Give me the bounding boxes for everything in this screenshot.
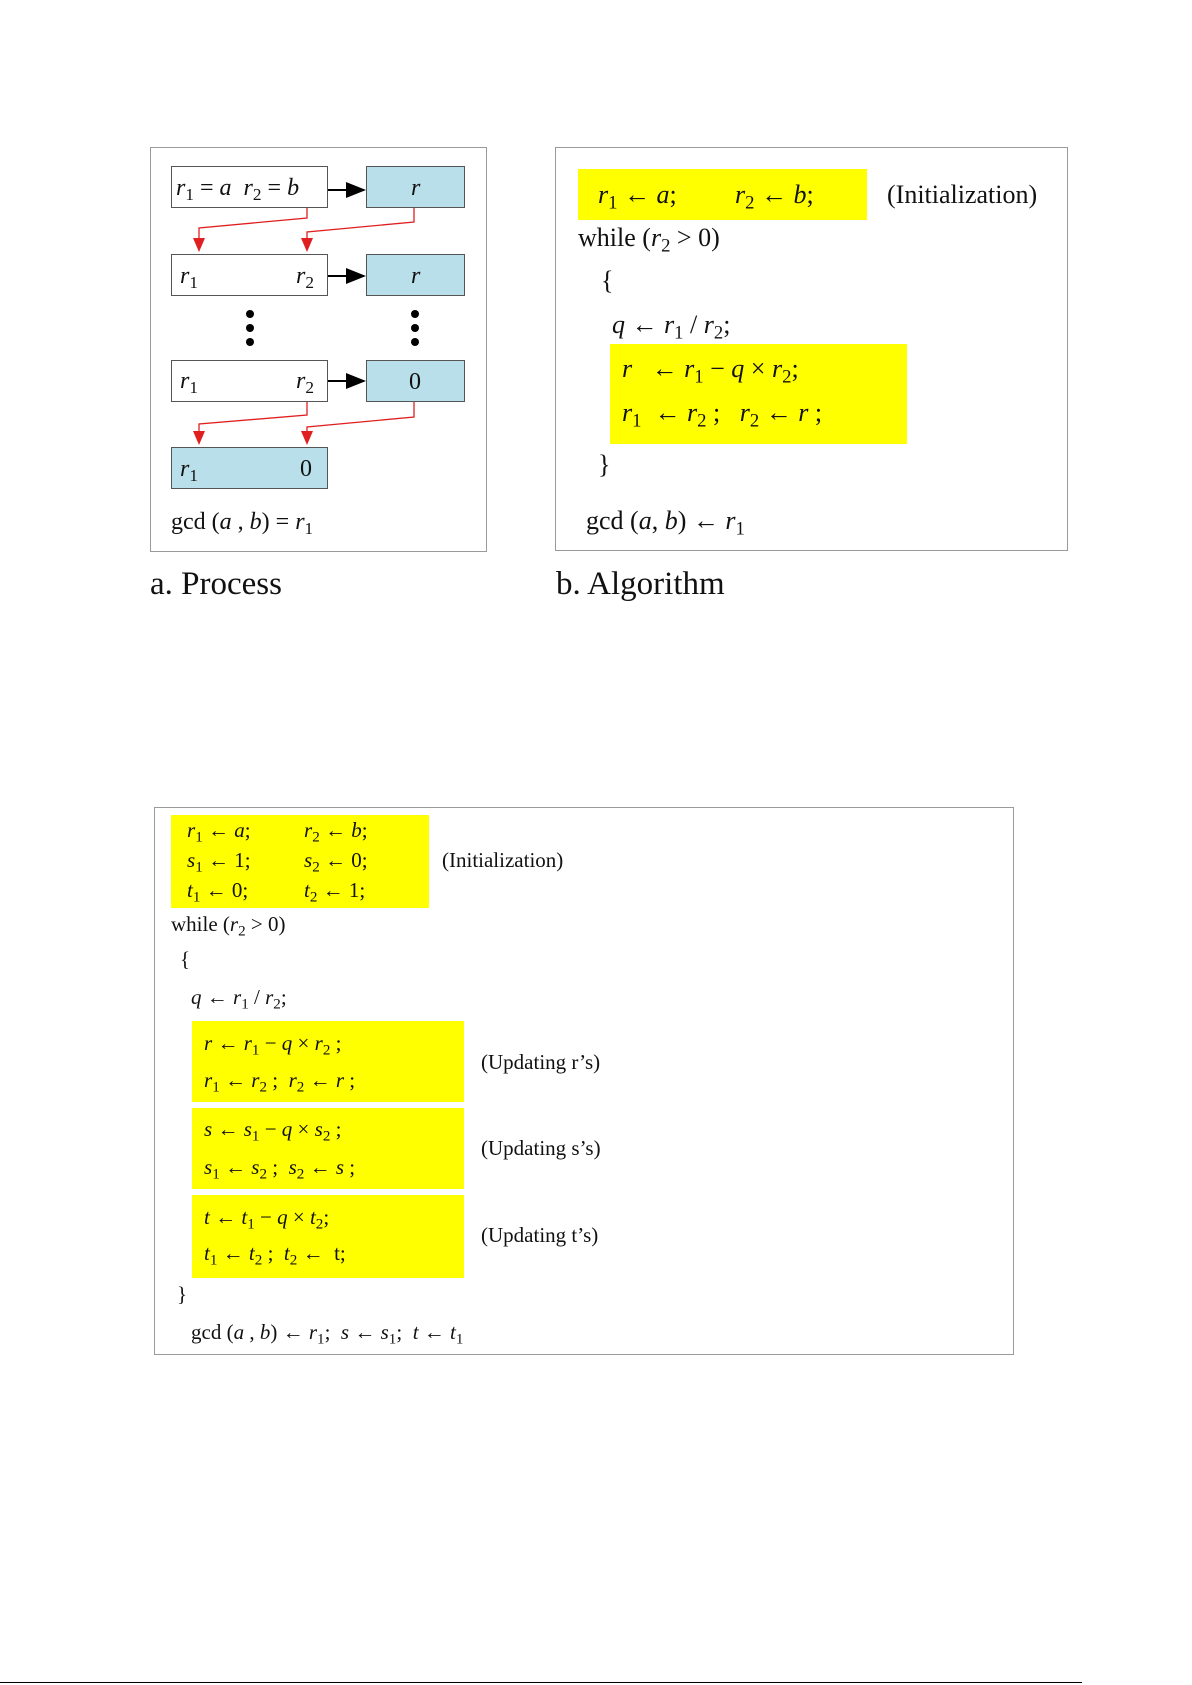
red-arrow-down-icon	[307, 208, 414, 240]
extended-update-s-line2: $s_1$ ← $s_2$ ; $s_2$ ← s ;	[204, 1155, 356, 1183]
extended-q-line: q ← $r_1 / r_2$;	[191, 985, 287, 1013]
extended-update-t-line1: t ← $t_1 - q \times t_2$;	[204, 1205, 330, 1233]
extended-init-t1: $t_1$ ← 0;	[187, 878, 249, 906]
extended-init-t2: $t_2$ ← 1;	[304, 878, 366, 906]
extended-update-s-line1: s ← $s_1 - q \times s_2$ ;	[204, 1117, 342, 1145]
process-row3-r1: $r_1$	[180, 368, 198, 398]
algorithm-open-brace: {	[601, 266, 614, 295]
process-final-zero: 0	[300, 456, 312, 482]
page-bottom-rule	[0, 1682, 1082, 1683]
process-final-r1: $r_1$	[180, 456, 198, 486]
extended-close-brace: }	[177, 1282, 188, 1306]
process-row2-r1: $r_1$	[180, 263, 198, 293]
red-arrow-down-icon	[307, 402, 414, 433]
red-arrow-down-icon	[199, 208, 307, 240]
extended-init-r2: $r_2$ ← b;	[304, 818, 368, 846]
algorithm-init-label: (Initialization)	[887, 180, 1038, 209]
algorithm-init-r2: $r_2$ ← b;	[735, 180, 814, 214]
algorithm-update-r: r ← $r_1 - q \times r_2$;	[622, 354, 799, 388]
process-row2-r-text: r	[411, 263, 421, 289]
extended-init-s1: $s_1$ ← 1;	[187, 848, 251, 876]
algorithm-caption: b. Algorithm	[556, 566, 725, 602]
extended-update-r-label: (Updating r’s)	[481, 1050, 601, 1074]
extended-update-s-label: (Updating s’s)	[481, 1136, 601, 1160]
algorithm-close-brace: }	[598, 450, 611, 479]
process-result: gcd (a , $b) = r_1$	[171, 509, 314, 539]
extended-init-s2: $s_2$ ← 0;	[304, 848, 368, 876]
process-row2-r2: $r_2$	[296, 263, 314, 293]
process-row3-zero-text: 0	[409, 369, 421, 395]
process-row3-r2: $r_2$	[296, 368, 314, 398]
extended-init-label: (Initialization)	[442, 848, 564, 872]
algorithm-update-r1-r2: $r_1$ ← $r_2$ ; $r_2$ ← r ;	[622, 398, 823, 432]
algorithm-q-line: q ← $r_1 / r_2$;	[612, 310, 731, 344]
red-arrow-down-icon	[199, 402, 307, 433]
extended-update-t-line2: $t_1$ ← $t_2$ ; $t_2$ ← t;	[204, 1241, 346, 1269]
process-caption: a. Process	[150, 566, 282, 602]
extended-update-t-label: (Updating t’s)	[481, 1223, 599, 1247]
algorithm-result: gcd (a, b) ← $r_1$	[586, 506, 745, 540]
process-row1-r-text: r	[411, 175, 421, 201]
extended-result: gcd (a , b) ← $r_1$; s ← $s_1$; t ← $t_1$	[191, 1320, 464, 1348]
algorithm-init-r1: $r_1$ ← a;	[598, 180, 677, 214]
extended-init-r1: $r_1$ ← a;	[187, 818, 251, 846]
process-row1-left-text: $r_1 = a$ $r_2 = b$	[176, 175, 300, 205]
extended-open-brace: {	[180, 947, 191, 971]
algorithm-while: while $(r_2 > 0)$	[578, 223, 720, 257]
extended-update-r-line2: $r_1$ ← $r_2$ ; $r_2$ ← r ;	[204, 1068, 356, 1096]
extended-while: while $(r_2 > 0)$	[171, 912, 286, 940]
extended-update-r-line1: r ← $r_1 - q \times r_2$ ;	[204, 1031, 342, 1059]
